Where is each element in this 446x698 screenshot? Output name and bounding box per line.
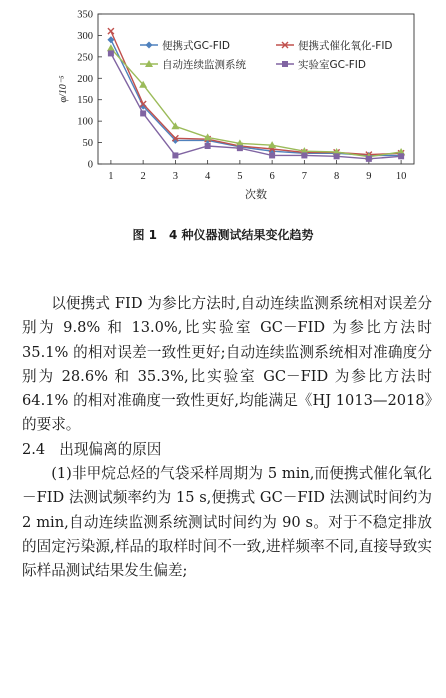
x-tick-label: 8 (333, 171, 340, 182)
trend-chart (0, 0, 446, 222)
chart-legend (140, 39, 393, 71)
section-number: 2.4 (22, 440, 46, 458)
square-marker (334, 153, 340, 159)
x-tick-label: 7 (301, 171, 307, 182)
legend-entry (140, 58, 246, 71)
x-axis-label: 次数 (245, 188, 267, 201)
legend-label: 便携式催化氧化-FID (298, 40, 393, 52)
y-tick-label: 350 (77, 9, 93, 21)
x-tick-label: 10 (395, 171, 407, 182)
square-marker (282, 61, 288, 67)
legend-entry (276, 58, 366, 71)
square-marker (108, 50, 114, 56)
y-axis-label: φ/10⁻⁵ (58, 75, 69, 103)
x-tick-label: 1 (108, 171, 114, 182)
y-tick-label: 150 (77, 95, 93, 107)
y-tick-label: 200 (77, 73, 93, 85)
square-marker (140, 110, 146, 116)
x-tick-label: 2 (140, 171, 146, 182)
y-tick-label: 100 (77, 116, 93, 128)
x-tick-label: 6 (269, 171, 275, 182)
plot-frame (98, 14, 414, 164)
legend-label: 实验室GC-FID (298, 59, 366, 71)
legend-entry (276, 39, 393, 52)
diamond-marker (146, 42, 153, 49)
legend-label: 自动连续监测系统 (162, 59, 246, 71)
x-tick-label: 4 (205, 171, 211, 182)
y-tick-label: 50 (82, 138, 93, 150)
legend-entry (140, 39, 230, 52)
paragraph: 以便携式 FID 为参比方法时,自动连续监测系统相对误差分别为 9.8% 和 13.0%,比实验室 GC－FID 为参比方法时 35.1% 的相对误差一致性更好;自动连续监测系统相对准确度分别为 28.6% 和 35.3%,比实验室 GC－FID 为参比方法时 64.1% 的相对准确度一致性更好,均能满足《HJ 1013—2018》的要求。 (22, 295, 432, 434)
y-tick-label: 300 (77, 30, 93, 42)
square-marker (172, 152, 178, 158)
square-marker (398, 153, 404, 159)
series-diamond (107, 36, 404, 159)
square-marker (269, 152, 275, 158)
body-text (22, 292, 432, 584)
square-marker (366, 156, 372, 162)
square-marker (205, 143, 211, 149)
x-tick-label: 9 (366, 171, 372, 182)
y-tick-label: 0 (87, 159, 93, 171)
x-tick-label: 3 (172, 171, 179, 182)
figure-caption: 图 1 4 种仪器测试结果变化趋势 (132, 228, 314, 242)
square-marker (237, 145, 243, 151)
section-title: 出现偏离的原因 (59, 440, 162, 458)
y-tick-label: 250 (77, 52, 93, 64)
paragraph: (1)非甲烷总烃的气袋采样周期为 5 min,而便携式催化氧化－FID 法测试频率约为 15 s,便携式 GC－FID 法测试时间约为 2 min,自动连续监测系统测试时间约为 90 s。对于不稳定排放的固定污染源,样品的取样时间不一致,进样频率不同,直接导致实际样品测试结果发生偏差; (22, 465, 432, 580)
section-heading (22, 438, 432, 462)
x-marker (108, 28, 114, 34)
x-tick-label: 5 (237, 171, 243, 182)
square-marker (301, 152, 307, 158)
legend-label: 便携式GC-FID (162, 40, 230, 52)
series-line (111, 40, 401, 156)
